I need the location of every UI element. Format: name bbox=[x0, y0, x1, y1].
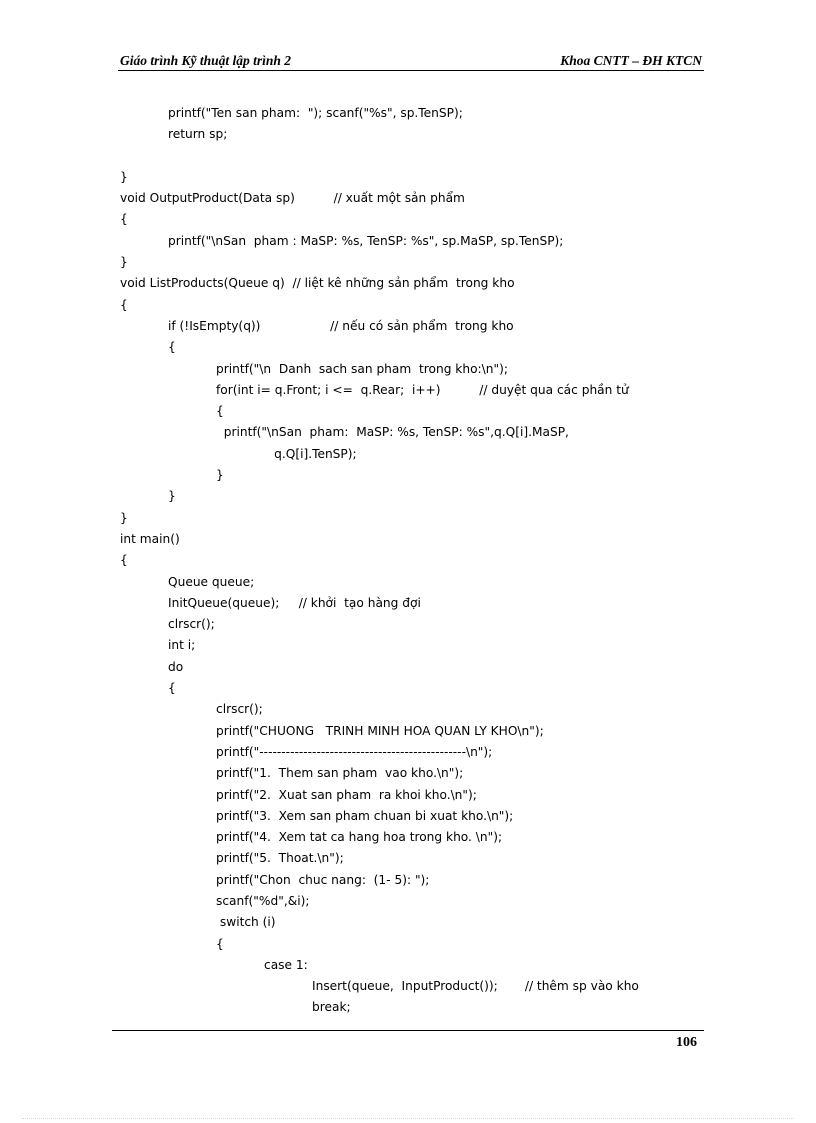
code-line: return sp; bbox=[168, 127, 228, 142]
code-line bbox=[120, 146, 710, 167]
code-line: printf("\n Danh sach san pham trong kho:\n"); bbox=[216, 361, 508, 376]
page-header bbox=[118, 52, 704, 71]
code-line: if (!IsEmpty(q)) // nếu có sản phẩm trong kho bbox=[168, 318, 514, 333]
code-line: } bbox=[168, 489, 176, 504]
code-line: { bbox=[168, 681, 176, 696]
page-number: 106 bbox=[676, 1035, 697, 1050]
code-line: q.Q[i].TenSP); bbox=[216, 446, 357, 461]
code-line: { bbox=[168, 340, 176, 355]
code-line: printf("-----------------------------------------------\n"); bbox=[216, 744, 493, 759]
code-line: scanf("%d",&i); bbox=[216, 893, 310, 908]
code-line: printf("\nSan pham: MaSP: %s, TenSP: %s",q.Q[i].MaSP, bbox=[216, 425, 569, 440]
code-line: clrscr(); bbox=[216, 702, 263, 717]
code-line: printf("Ten san pham: "); scanf("%s", sp.TenSP); bbox=[168, 106, 463, 120]
page-bottom-border bbox=[22, 1118, 794, 1119]
header-book-title: Giáo trình Kỹ thuật lập trình 2 bbox=[120, 53, 292, 68]
code-line: break; bbox=[312, 1000, 351, 1015]
code-line: printf("1. Them san pham vao kho.\n"); bbox=[216, 766, 464, 781]
code-line: clrscr(); bbox=[168, 617, 215, 632]
code-line: int main() bbox=[120, 531, 180, 546]
code-line: { bbox=[120, 553, 128, 568]
code-line: printf("5. Thoat.\n"); bbox=[216, 851, 344, 866]
code-line: printf("3. Xem san pham chuan bi xuat kho.\n"); bbox=[216, 808, 514, 823]
code-line: do bbox=[168, 659, 184, 674]
code-line: void ListProducts(Queue q) // liệt kê những sản phẩm trong kho bbox=[120, 276, 515, 291]
code-line: { bbox=[216, 936, 224, 951]
code-line: } bbox=[120, 255, 128, 270]
header-department: Khoa CNTT – ĐH KTCN bbox=[560, 53, 702, 68]
code-line: void OutputProduct(Data sp) // xuất một sản phẩm bbox=[120, 191, 465, 206]
code-line: Insert(queue, InputProduct()); // thêm sp vào kho bbox=[312, 979, 639, 994]
code-line: Queue queue; bbox=[168, 574, 255, 589]
code-line: int i; bbox=[168, 638, 196, 653]
code-line: InitQueue(queue); // khởi tạo hàng đợi bbox=[168, 595, 421, 610]
code-line: { bbox=[120, 212, 128, 227]
code-line: } bbox=[120, 510, 128, 525]
code-line: printf("2. Xuat san pham ra khoi kho.\n"); bbox=[216, 787, 477, 802]
code-line: printf("4. Xem tat ca hang hoa trong kho. \n"); bbox=[216, 830, 503, 845]
code-line: printf("CHUONG TRINH MINH HOA QUAN LY KHO\n"); bbox=[216, 723, 544, 738]
code-line: } bbox=[120, 169, 128, 184]
code-line: for(int i= q.Front; i <= q.Rear; i++) // duyệt qua các phần tử bbox=[216, 382, 629, 397]
code-line: case 1: bbox=[264, 957, 308, 972]
code-line: printf("Chon chuc nang: (1- 5): "); bbox=[216, 872, 430, 887]
code-line: { bbox=[120, 297, 128, 312]
code-line: } bbox=[216, 468, 224, 483]
code-line: switch (i) bbox=[216, 915, 276, 930]
code-line: { bbox=[216, 404, 224, 419]
code-listing bbox=[120, 103, 710, 1019]
footer-divider bbox=[112, 1030, 704, 1031]
code-line: printf("\nSan pham : MaSP: %s, TenSP: %s", sp.MaSP, sp.TenSP); bbox=[168, 233, 564, 248]
